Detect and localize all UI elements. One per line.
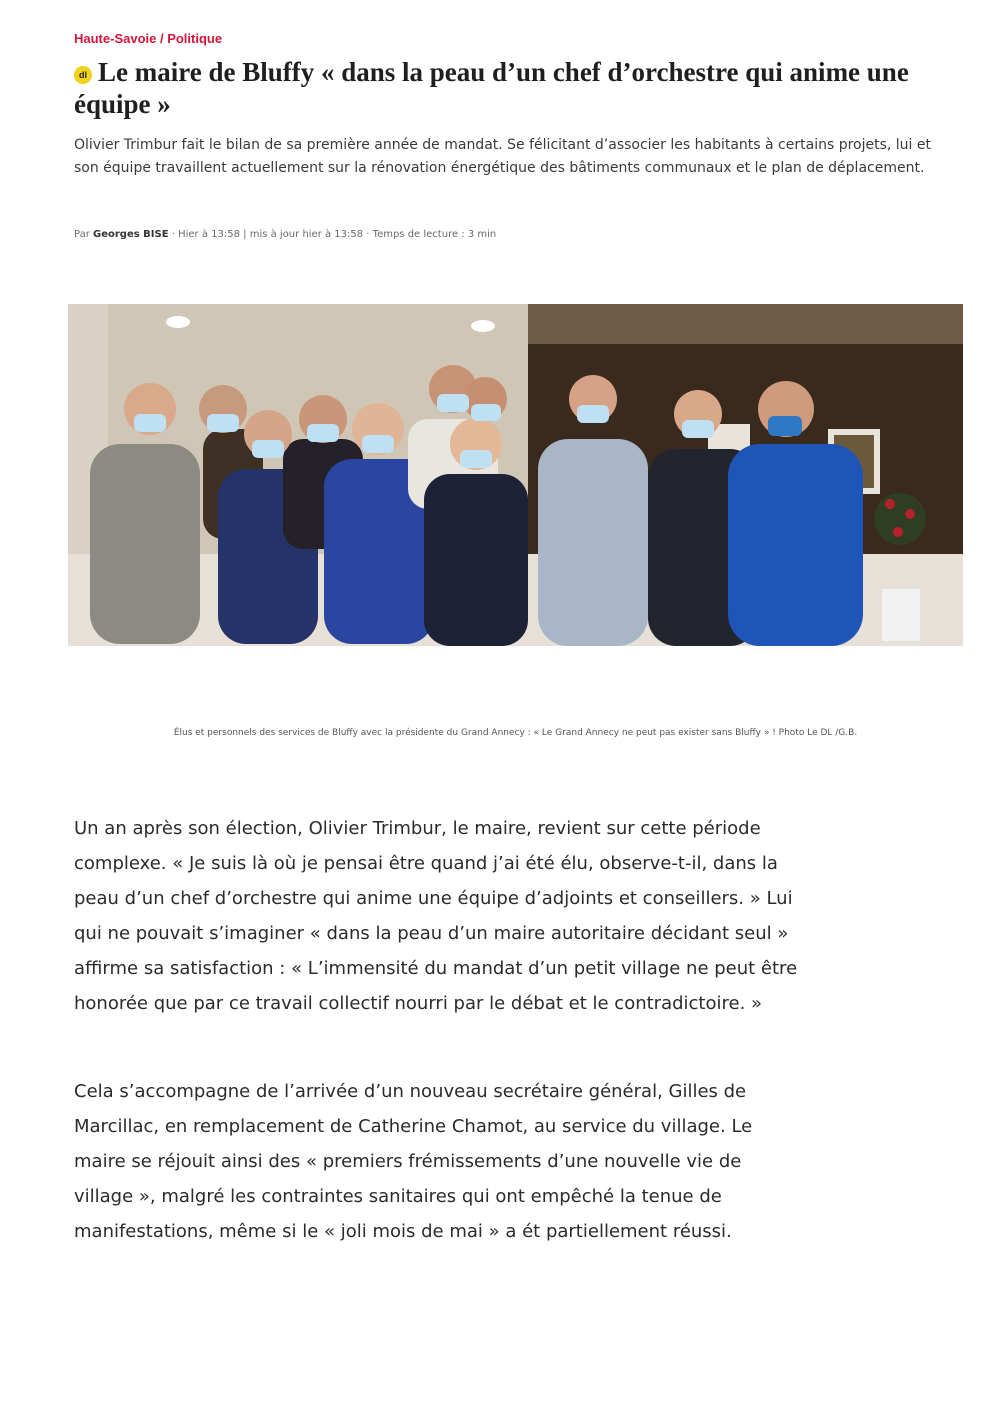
byline-dates: · Hier à 13:58 | mis à jour hier à 13:58 · Temps de lecture : 3 min bbox=[171, 229, 497, 240]
article-lede: Olivier Trimbur fait le bilan de sa première année de mandat. Se félicitant d’associer les habitants à certains projets, lui et son équipe travaillent actuellement sur la rénovation énergétique des bâtiments communaux et le plan de déplacement. bbox=[74, 137, 931, 176]
byline-prefix: Par bbox=[74, 229, 90, 240]
article-photo bbox=[68, 304, 963, 646]
byline-author[interactable]: Georges BISE bbox=[93, 229, 169, 240]
headline-text: Le maire de Bluffy « dans la peau d’un chef d’orchestre qui anime une équipe » bbox=[74, 57, 909, 119]
article-headline bbox=[74, 56, 954, 120]
photo-caption: Élus et personnels des services de Bluffy avec la présidente du Grand Annecy : « Le Grand Annecy ne peut pas exister sans Bluffy » ! Photo Le DL /G.B. bbox=[173, 728, 858, 738]
group-photo-illustration bbox=[68, 304, 963, 646]
article-paragraph-2: Cela s’accompagne de l’arrivée d’un nouveau secrétaire général, Gilles de Marcillac, en remplacement de Catherine Chamot, au service du village. Le maire se réjouit ainsi des « premiers frémissements d’une nouvelle vie de village », malgré les contraintes sanitaires qui ont empêché la tenue de manifestations, même si le « joli mois de mai » a ét partiellement réussi. bbox=[74, 1081, 753, 1242]
dl-logo-badge: dl bbox=[74, 66, 92, 84]
byline bbox=[74, 229, 496, 240]
section-breadcrumb[interactable]: Haute-Savoie / Politique bbox=[74, 31, 223, 46]
article-paragraph-1: Un an après son élection, Olivier Trimbur, le maire, revient sur cette période complexe. « Je suis là où je pensai être quand j’ai été élu, observe-t-il, dans la peau d’un chef d’orchestre qui anime une équipe d’adjoints et conseillers. » Lui qui ne pouvait s’imaginer « dans la peau d’un maire autoritaire décidant seul » affirme sa satisfaction : « L’immensité du mandat d’un petit village ne peut être honorée que par ce travail collectif nourri par le débat et le contradictoire. » bbox=[74, 818, 798, 1014]
